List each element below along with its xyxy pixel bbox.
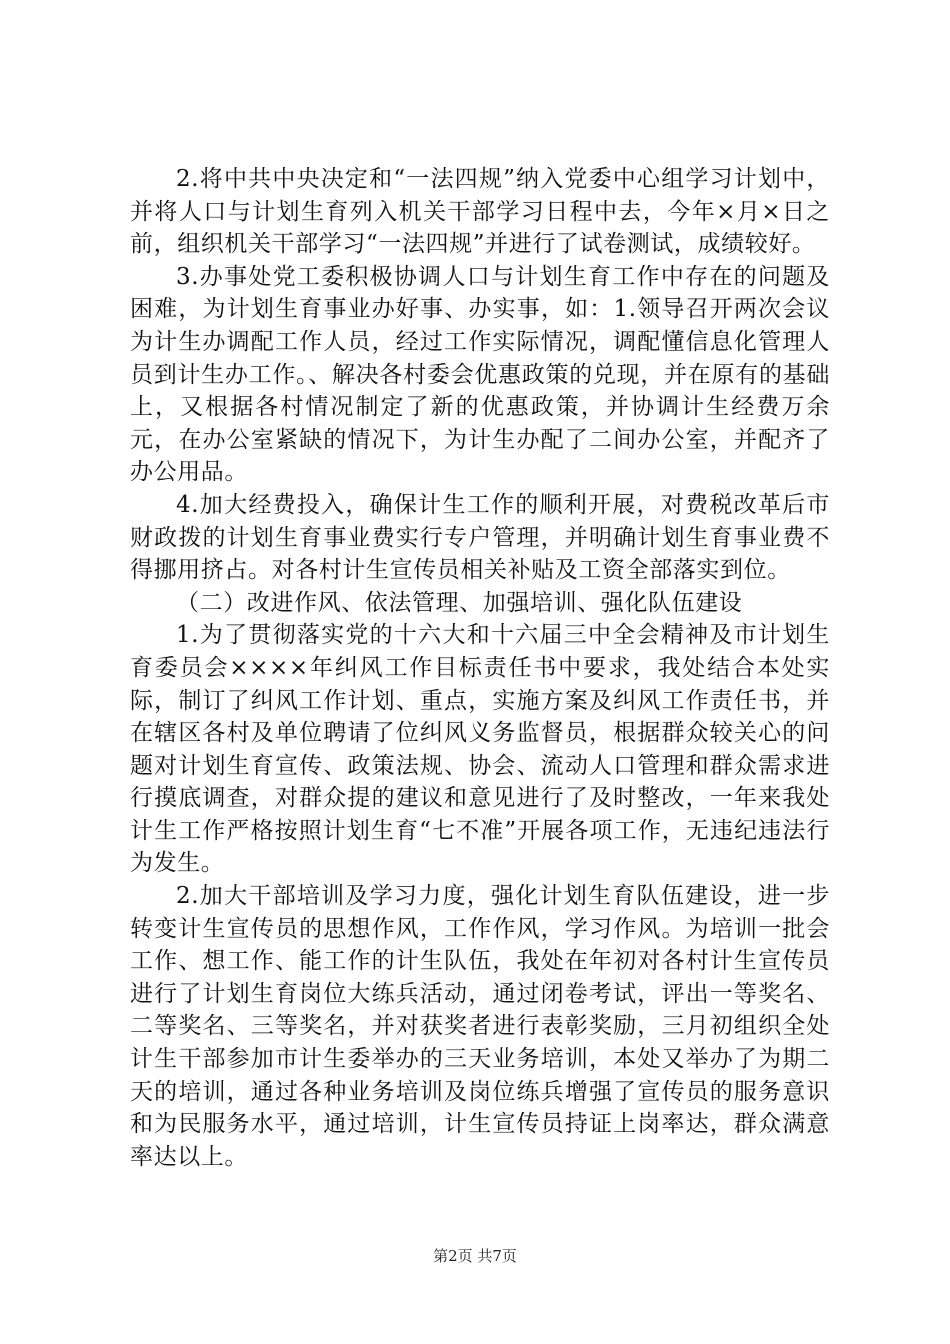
paragraph-training: 2.加大干部培训及学习力度，强化计划生育队伍建设，进一步转变计生宣传员的思想作风，工作作风，学习作风。为培训一批会工作、想工作、能工作的计生队伍，我处在年初对各村计生宣传员进行了计划生育岗位大练兵活动，通过闭卷考试，评出一等奖名、二等奖名、三等奖名，并对获奖者进行表彰奖励，三月初组织全处计生干部参加市计生委举办的三天业务培训，本处又举办了为期二天的培训，通过各种业务培训及岗位练兵增强了宣传员的服务意识和为民服务水平，通过培训，计生宣传员持证上岗率达，群众满意率达以上。	[130, 883, 830, 1170]
paragraph-item-3: 3.办事处党工委积极协调人口与计划生育工作中存在的问题及困难，为计划生育事业办好事、办实事，如：1.领导召开两次会议为计生办调配工作人员，经过工作实际情况，调配懂信息化管理人员到计生办工作。、解决各村委会优惠政策的兑现，并在原有的基础上，又根据各村情况制定了新的优惠政策，并协调计生经费万余元，在办公室紧缺的情况下，为计生办配了二间办公室，并配齐了办公用品。	[130, 263, 830, 486]
paragraph-discipline: 1.为了贯彻落实党的十六大和十六届三中全会精神及市计划生育委员会××××年纠风工作目标责任书中要求，我处结合本处实际，制订了纠风工作计划、重点，实施方案及纠风工作责任书，并在辖区各村及单位聘请了位纠风义务监督员，根据群众较关心的问题对计划生育宣传、政策法规、协会、流动人口管理和群众需求进行摸底调查，对群众提的建议和意见进行了及时整改，一年来我处计生工作严格按照计划生育“七不准”开展各项工作，无违纪违法行为发生。	[130, 622, 830, 877]
document-body	[130, 163, 830, 1173]
paragraph-item-2: 2.将中共中央决定和“一法四规”纳入党委中心组学习计划中，并将人口与计划生育列入机关干部学习日程中去，今年×月×日之前，组织机关干部学习“一法四规”并进行了试卷测试，成绩较好。	[130, 166, 830, 258]
page-number-footer: 第2页 共7页	[433, 1247, 517, 1265]
paragraph-item-4: 4.加大经费投入，确保计生工作的顺利开展，对费税改革后市财政拨的计划生育事业费实行专户管理，并明确计划生育事业费不得挪用挤占。对各村计生宣传员相关补贴及工资全部落实到位。	[130, 491, 830, 584]
section-heading: （二）改进作风、依法管理、加强培训、强化队伍建设	[176, 589, 743, 616]
